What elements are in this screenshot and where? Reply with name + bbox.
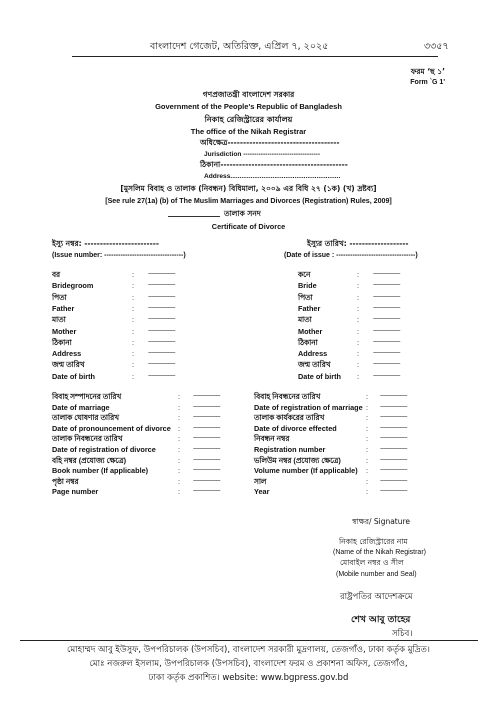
form-label-en: Form `G 1' [410, 79, 445, 86]
bride-row-value-placeholder: ------------------ [373, 271, 400, 277]
bride-row-colon: : [357, 281, 360, 291]
gov-title-bn: গণপ্রজাতন্ত্রী বাংলাদেশ সরকার [202, 90, 295, 99]
event-right-row-value-placeholder: ------------------ [380, 446, 407, 452]
form-label-bn: ফরম ‘ছ ১’ [410, 67, 445, 76]
groom-row-value-placeholder: ------------------ [148, 282, 175, 289]
groom-row-colon: : [132, 326, 135, 336]
bride-row-label: ঠিকানা [298, 337, 318, 347]
event-right-row-colon: : [366, 476, 369, 486]
event-left-row-value-placeholder: ------------------ [193, 446, 220, 452]
event-right-row-value-placeholder: ------------------ [380, 393, 407, 399]
event-right-row-colon: : [366, 487, 369, 497]
event-right-row-label: সাল [254, 476, 267, 486]
event-right-row-colon: : [366, 455, 369, 465]
running-title: বাংলাদেশ গেজেট, অতিরিক্ত, এপ্রিল ৭, ২০২৫ [150, 41, 329, 52]
event-left-row-value-placeholder: ------------------ [193, 456, 220, 463]
event-right-row-label: Date of divorce effected [254, 423, 337, 433]
event-right-row-colon: : [366, 434, 369, 444]
bride-row-value-placeholder: ------------------ [373, 350, 400, 357]
page-number: ৩৩৫৭ [424, 41, 449, 52]
groom-row-value-placeholder: ------------------ [148, 338, 175, 345]
bride-row-value-placeholder: ------------------ [373, 304, 400, 311]
event-left-row-colon: : [178, 476, 181, 486]
office-title-bn: নিকাহ রেজিস্ট্রারের কার্যালয় [204, 115, 293, 124]
event-left-row-colon: : [178, 392, 181, 401]
groom-row-colon: : [132, 360, 135, 370]
groom-row-value-placeholder: ------------------ [148, 361, 175, 368]
event-left-row-colon: : [178, 487, 181, 497]
event-right-row-label: Registration number [254, 445, 326, 454]
gov-title-en: Government of the People's Republic of Bangladesh [155, 102, 342, 111]
bride-row-label: মাতা [298, 315, 312, 325]
event-left-row-value-placeholder: ------------------ [193, 435, 220, 442]
rule-ref-en: [See rule 27(1a) (b) of The Muslim Marriages and Divorces (Registration) Rules, 2009] [105, 197, 392, 205]
bride-row-value-placeholder: ------------------ [373, 372, 400, 379]
event-right-row-value-placeholder: ------------------ [380, 414, 407, 421]
bride-row-label: পিতা [298, 292, 313, 302]
mobile-seal-en: (Mobile number and Seal) [336, 571, 417, 578]
bride-row-label: Date of birth [298, 371, 341, 381]
groom-row-value-placeholder: ------------------ [148, 350, 175, 357]
bride-row-value-placeholder: ------------------ [373, 316, 400, 323]
header-rule [72, 56, 438, 57]
footer-line-1: মোহাম্মদ আবু ইউসুফ, উপপরিচালক (উপসচিব), বাংলাদেশ সরকারী মুদ্রণালয়, তেজগাঁও, ঢাকা কর্তৃক মুদ্রিত। [67, 645, 430, 655]
event-right-row-colon: : [366, 423, 369, 433]
event-right-row-value-placeholder: ------------------ [380, 477, 407, 484]
event-left-row-value-placeholder: ------------------ [193, 403, 220, 410]
event-left-row-label: Page number [52, 487, 99, 497]
event-right-row-label: বিবাহ নিবন্ধনের তারিখ [254, 392, 321, 401]
bride-row-label: জন্ম তারিখ [298, 360, 331, 370]
event-left-row-label: Book number (If applicable) [52, 466, 149, 476]
event-left-row-colon: : [178, 413, 181, 423]
bride-row-label: Mother [298, 326, 323, 336]
rule-ref-bn: [মুসলিম বিবাহ ও তালাক (নিবন্ধন) বিধিমালা, ২০০৯ এর বিধি ২৭ (১ক) (খ) দ্রষ্টব্য] [120, 184, 377, 193]
event-left-row-colon: : [178, 434, 181, 444]
issue-number-en: (Issue number: ----------------------------------) [52, 252, 186, 259]
event-left-row-label: পৃষ্ঠা নম্বর [52, 476, 79, 486]
bride-row-colon: : [357, 326, 360, 336]
groom-row-colon: : [132, 337, 135, 347]
issue-number-bn: ইস্যু নম্বর: ------------------------ [52, 239, 159, 248]
event-left-row-colon: : [178, 402, 181, 412]
by-order: রাষ্ট্রপতির আদেশক্রমে [340, 592, 413, 602]
event-right-row-colon: : [366, 445, 369, 454]
address-en: Address............................................................ [204, 173, 341, 180]
groom-row-label: Father [52, 303, 75, 313]
groom-row-colon: : [132, 292, 135, 302]
jurisdiction-en: Jurisdiction ----------------------------------- [204, 151, 321, 158]
signature-label: স্বাক্ষর/ Signature [352, 517, 411, 526]
groom-row-label: Date of birth [52, 371, 95, 381]
bride-row-value-placeholder: ------------------ [373, 361, 400, 368]
groom-row-label: পিতা [52, 292, 67, 302]
event-right-row-colon: : [366, 466, 369, 476]
bride-row-colon: : [357, 292, 360, 302]
bride-row-colon: : [357, 270, 360, 279]
groom-row-label: ঠিকানা [52, 337, 72, 347]
event-left-row-value-placeholder: ------------------ [193, 477, 220, 484]
groom-row-colon: : [132, 315, 135, 325]
event-right-row-value-placeholder: ------------------ [380, 403, 407, 410]
bride-row-label: Father [298, 303, 321, 313]
event-right-row-label: ভলিউম নম্বর (প্রযোজ্য ক্ষেত্রে) [254, 455, 341, 465]
bride-row-label: Address [298, 349, 328, 359]
groom-row-label: বর [52, 270, 61, 279]
issue-date-en: (Date of issue : ----------------------------------) [284, 252, 418, 259]
event-right-row-label: Year [254, 487, 270, 497]
groom-row-label: জন্ম তারিখ [52, 360, 85, 370]
bride-row-colon: : [357, 303, 360, 313]
event-right-row-colon: : [366, 392, 369, 401]
groom-row-value-placeholder: ------------------ [148, 327, 175, 334]
bride-row-label: Bride [298, 281, 317, 291]
bride-row-colon: : [357, 349, 360, 359]
groom-row-value-placeholder: ------------------ [148, 316, 175, 323]
bride-row-value-placeholder: ------------------ [373, 338, 400, 345]
groom-row-label: Address [52, 349, 82, 359]
footer-line-2: মোঃ নজরুল ইসলাম, উপপরিচালক (উপসচিব), বাংলাদেশ ফরম ও প্রকাশনা অফিস, তেজগাঁও, [89, 659, 408, 669]
groom-row-value-placeholder: ------------------ [148, 293, 175, 300]
certificate-rule [168, 216, 220, 217]
event-left-row-colon: : [178, 445, 181, 454]
groom-row-colon: : [132, 349, 135, 359]
event-left-row-label: Date of marriage [52, 402, 110, 412]
event-right-row-value-placeholder: ------------------ [380, 424, 407, 431]
event-right-row-colon: : [366, 402, 369, 412]
event-left-row-colon: : [178, 466, 181, 476]
event-left-row-value-placeholder: ------------------ [193, 467, 220, 474]
event-left-row-value-placeholder: ------------------ [193, 424, 220, 431]
event-right-row-value-placeholder: ------------------ [380, 467, 407, 474]
event-right-row-value-placeholder: ------------------ [380, 488, 407, 495]
event-left-row-label: তালাক নিবন্ধনের তারিখ [52, 434, 123, 444]
bride-row-value-placeholder: ------------------ [373, 327, 400, 334]
certificate-title-bn: তালাক সনদ [224, 209, 261, 218]
event-left-row-value-placeholder: ------------------ [193, 488, 220, 495]
groom-row-label: মাতা [52, 315, 66, 325]
footer-line-3: ঢাকা কর্তৃক প্রকাশিত। website: www.bgpress.gov.bd [148, 673, 349, 683]
event-left-row-value-placeholder: ------------------ [193, 414, 220, 421]
bride-row-label: কনে [298, 270, 311, 279]
event-right-row-label: তালাক কার্যকরের তারিখ [254, 413, 325, 423]
bride-row-colon: : [357, 337, 360, 347]
mobile-seal-bn: মোবাইল নম্বর ও সীল [340, 558, 404, 567]
event-right-row-label: নিবন্ধন নম্বর [254, 434, 290, 444]
event-right-row-value-placeholder: ------------------ [380, 435, 407, 442]
certificate-title-en: Certificate of Divorce [211, 222, 286, 231]
footer-rule [20, 640, 478, 641]
event-left-row-label: Date of registration of divorce [52, 445, 156, 454]
bride-row-colon: : [357, 315, 360, 325]
event-right-row-colon: : [366, 413, 369, 423]
event-left-row-colon: : [178, 423, 181, 433]
officer-designation: সচিব। [392, 629, 413, 639]
groom-row-label: Bridegroom [52, 281, 94, 291]
bride-row-colon: : [357, 360, 360, 370]
office-title-en: The office of the Nikah Registrar [190, 127, 307, 136]
groom-row-colon: : [132, 281, 135, 291]
event-right-row-value-placeholder: ------------------ [380, 456, 407, 463]
event-left-row-label: তালাক ঘোষণার তারিখ [52, 413, 119, 423]
groom-row-value-placeholder: ------------------ [148, 304, 175, 311]
issue-date-bn: ইস্যুর তারিখ: ------------------- [307, 239, 409, 248]
bride-row-colon: : [357, 371, 360, 381]
officer-name: শেখ আবু তাহের [351, 615, 411, 625]
event-right-row-label: Date of registration of marriage [254, 402, 363, 412]
event-left-row-colon: : [178, 455, 181, 465]
event-left-row-label: বিবাহ সম্পাদনের তারিখ [52, 392, 122, 401]
groom-row-value-placeholder: ------------------ [148, 271, 175, 277]
bride-row-value-placeholder: ------------------ [373, 282, 400, 289]
jurisdiction-bn: অধিক্ষেত্র------------------------------------ [200, 138, 340, 147]
groom-row-colon: : [132, 303, 135, 313]
groom-row-value-placeholder: ------------------ [148, 372, 175, 379]
event-left-row-value-placeholder: ------------------ [193, 393, 220, 399]
event-left-row-label: Date of pronouncement of divorce [52, 423, 171, 433]
event-right-row-label: Volume number (If applicable) [254, 466, 358, 476]
registrar-name-en: (Name of the Nikah Registrar) [333, 549, 426, 556]
registrar-name-bn: নিকাহ রেজিস্ট্রারের নাম [339, 537, 408, 546]
bride-row-value-placeholder: ------------------ [373, 293, 400, 300]
groom-row-colon: : [132, 270, 135, 279]
event-left-row-label: বহি নম্বর (প্রযোজ্য ক্ষেত্রে) [52, 455, 127, 465]
address-bn: ঠিকানা----------------------------------------- [200, 160, 348, 169]
groom-row-colon: : [132, 371, 135, 381]
groom-row-label: Mother [52, 326, 77, 336]
